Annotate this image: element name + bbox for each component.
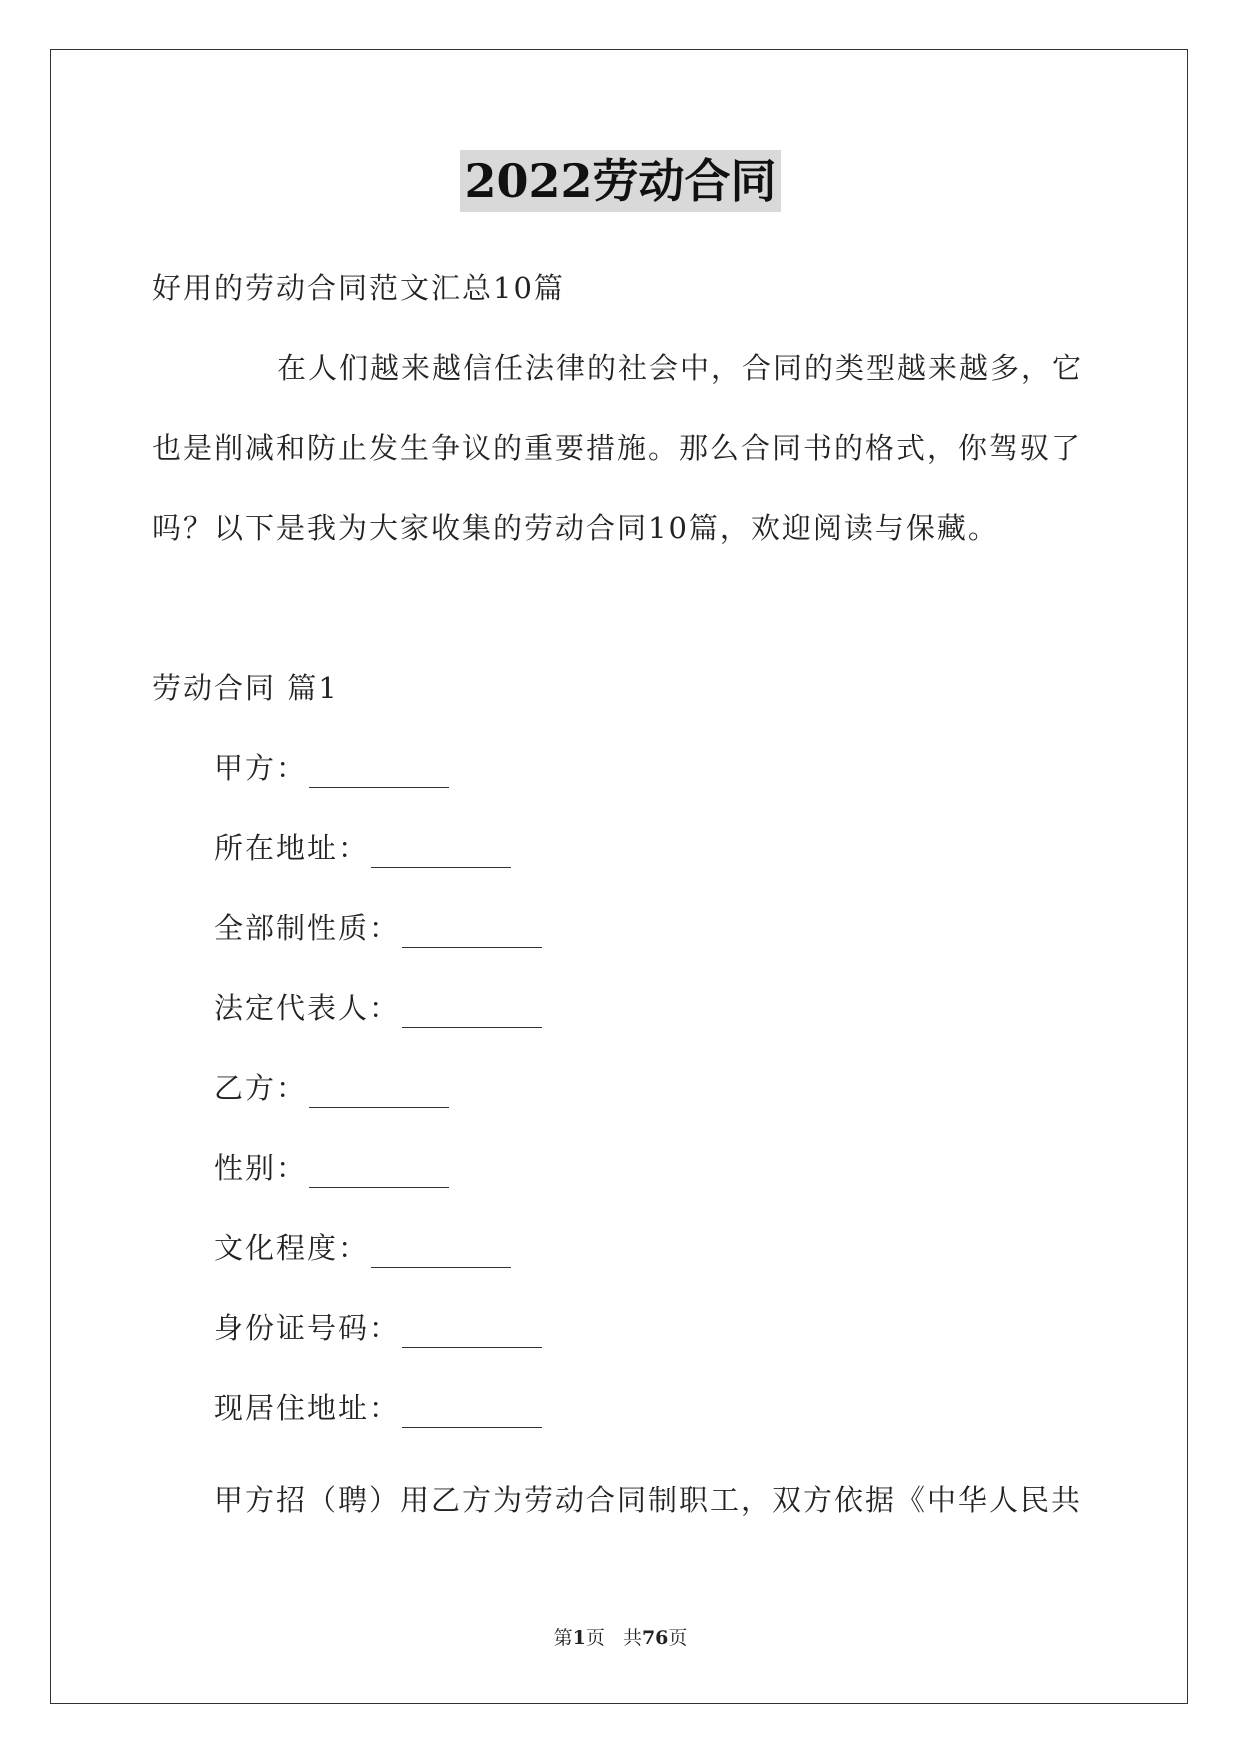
document-subtitle: 好用的劳动合同范文汇总10篇 — [152, 271, 565, 305]
field-label: 所在地址： — [214, 831, 370, 865]
field-party-b — [214, 1068, 449, 1108]
blank-line — [371, 1239, 511, 1268]
field-party-a — [214, 748, 449, 788]
footer-middle: 页 共 — [585, 1627, 642, 1649]
field-label: 甲方： — [214, 751, 308, 785]
footer-total-pages: 76 — [641, 1627, 669, 1649]
field-gender — [214, 1148, 449, 1188]
page-footer — [0, 1625, 1241, 1651]
field-id-number — [214, 1308, 542, 1348]
field-current-address — [214, 1388, 542, 1428]
blank-line — [402, 999, 542, 1028]
section-heading: 劳动合同 篇1 — [152, 671, 339, 705]
field-label: 性别： — [214, 1151, 308, 1185]
field-label: 现居住地址： — [214, 1391, 401, 1425]
footer-current-page: 1 — [572, 1627, 586, 1649]
field-label: 法定代表人： — [214, 991, 401, 1025]
field-legal-representative — [214, 988, 542, 1028]
blank-line — [402, 1319, 542, 1348]
field-ownership-type — [214, 908, 542, 948]
footer-prefix: 第 — [553, 1627, 573, 1649]
intro-line-3: 吗？以下是我为大家收集的劳动合同10篇，欢迎阅读与保藏。 — [152, 511, 999, 545]
blank-line — [309, 1079, 449, 1108]
field-label: 文化程度： — [214, 1231, 370, 1265]
field-label: 全部制性质： — [214, 911, 401, 945]
intro-line-2: 也是削减和防止发生争议的重要措施。那么合同书的格式，你驾驭了 — [152, 431, 1083, 465]
closing-line: 甲方招（聘）用乙方为劳动合同制职工，双方依据《中华人民共 — [214, 1483, 1083, 1517]
field-label: 身份证号码： — [214, 1311, 401, 1345]
blank-line — [402, 919, 542, 948]
field-education — [214, 1228, 511, 1268]
blank-line — [309, 759, 449, 788]
footer-suffix: 页 — [668, 1627, 688, 1649]
blank-line — [402, 1399, 542, 1428]
document-title: 2022劳动合同 — [460, 150, 780, 212]
title-wrap — [0, 150, 1241, 212]
intro-line-1: 在人们越来越信任法律的社会中，合同的类型越来越多，它 — [277, 351, 1084, 385]
field-address — [214, 828, 511, 868]
field-label: 乙方： — [214, 1071, 308, 1105]
blank-line — [371, 839, 511, 868]
blank-line — [309, 1159, 449, 1188]
